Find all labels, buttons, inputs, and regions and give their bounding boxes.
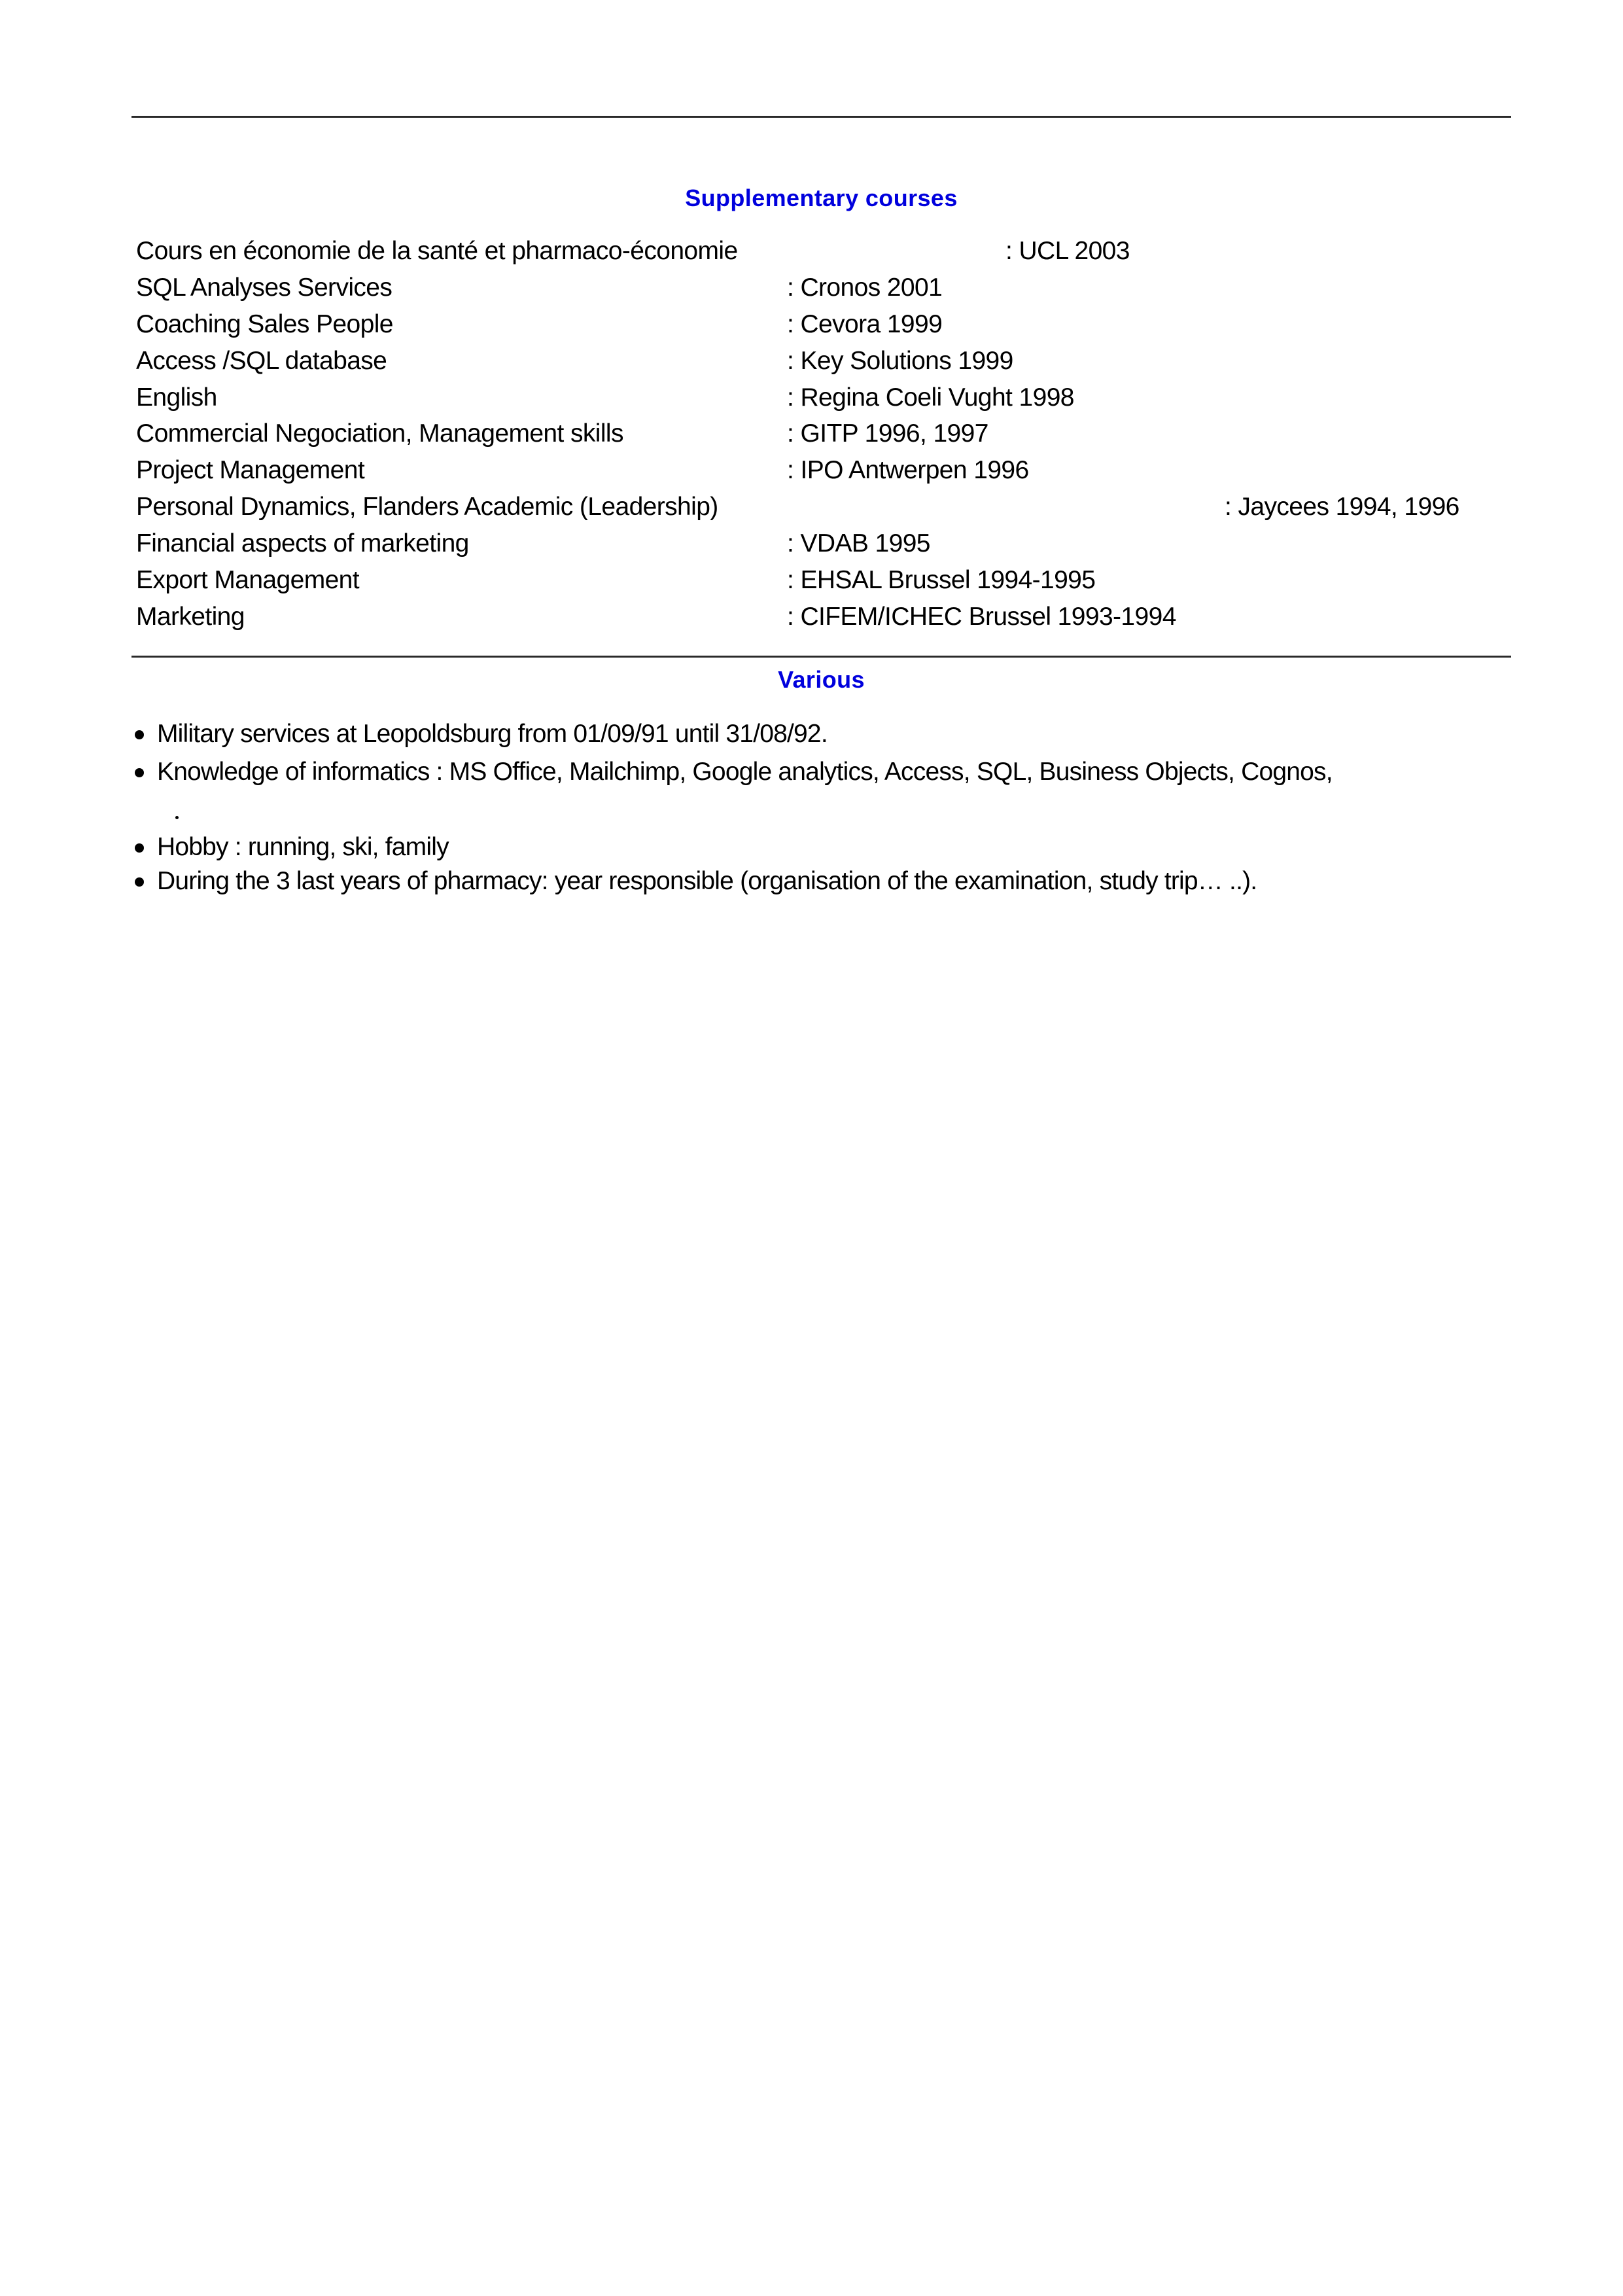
course-row: [0, 385, 1623, 410]
section-title-various: Various: [778, 666, 865, 693]
list-item-text: Military services at Leopoldsburg from 01/09/91 until 31/08/92.: [157, 720, 828, 748]
section-divider: [131, 656, 1511, 658]
bullet-icon: [135, 877, 144, 887]
course-provider: : CIFEM/ICHEC Brussel 1993-1994: [787, 603, 1176, 631]
course-name: Marketing: [136, 603, 245, 631]
course-provider: : Key Solutions 1999: [787, 347, 1013, 375]
course-name: Project Management: [136, 456, 365, 484]
course-name: Export Management: [136, 566, 359, 594]
top-divider: [131, 116, 1511, 118]
list-item: [0, 834, 1623, 860]
course-row: [0, 494, 1623, 520]
course-row: [0, 531, 1623, 556]
course-provider: : IPO Antwerpen 1996: [787, 456, 1029, 484]
course-row: [0, 421, 1623, 446]
course-provider: : GITP 1996, 1997: [787, 419, 988, 448]
course-row: [0, 311, 1623, 337]
list-item-text: During the 3 last years of pharmacy: year responsible (organisation of the examination, study trip… ..).: [157, 867, 1257, 895]
course-provider: : Regina Coeli Vught 1998: [787, 383, 1074, 412]
course-name: Access /SQL database: [136, 347, 387, 375]
course-row: [0, 275, 1623, 300]
course-name: Financial aspects of marketing: [136, 529, 469, 557]
bullet-icon: [135, 768, 144, 777]
course-row: [0, 348, 1623, 374]
bullet-icon: [135, 843, 144, 853]
course-name: Coaching Sales People: [136, 310, 393, 338]
course-provider: : VDAB 1995: [787, 529, 930, 557]
course-provider: : UCL 2003: [1005, 237, 1130, 265]
bullet-icon: [135, 730, 144, 739]
continuation-period: [175, 816, 179, 819]
course-name: Commercial Negociation, Management skills: [136, 419, 623, 448]
course-row: [0, 238, 1623, 264]
course-provider: : EHSAL Brussel 1994-1995: [787, 566, 1096, 594]
course-name: SQL Analyses Services: [136, 274, 393, 302]
list-item-text: Knowledge of informatics : MS Office, Mailchimp, Google analytics, Access, SQL, Business Objects, Cognos,: [157, 758, 1333, 786]
list-item: [0, 759, 1623, 785]
list-item: [0, 721, 1623, 747]
course-row: [0, 457, 1623, 483]
course-row: [0, 567, 1623, 593]
course-name: Cours en économie de la santé et pharmaco-économie: [136, 237, 738, 265]
course-name: Personal Dynamics, Flanders Academic (Leadership): [136, 493, 718, 521]
course-provider: : Cevora 1999: [787, 310, 943, 338]
section-title-supplementary-courses: Supplementary courses: [685, 185, 958, 211]
course-provider: : Cronos 2001: [787, 274, 943, 302]
list-item: [0, 868, 1623, 894]
course-row: [0, 604, 1623, 629]
list-item-text: Hobby : running, ski, family: [157, 833, 449, 861]
course-name: English: [136, 383, 217, 412]
course-provider: : Jaycees 1994, 1996: [1225, 493, 1459, 521]
